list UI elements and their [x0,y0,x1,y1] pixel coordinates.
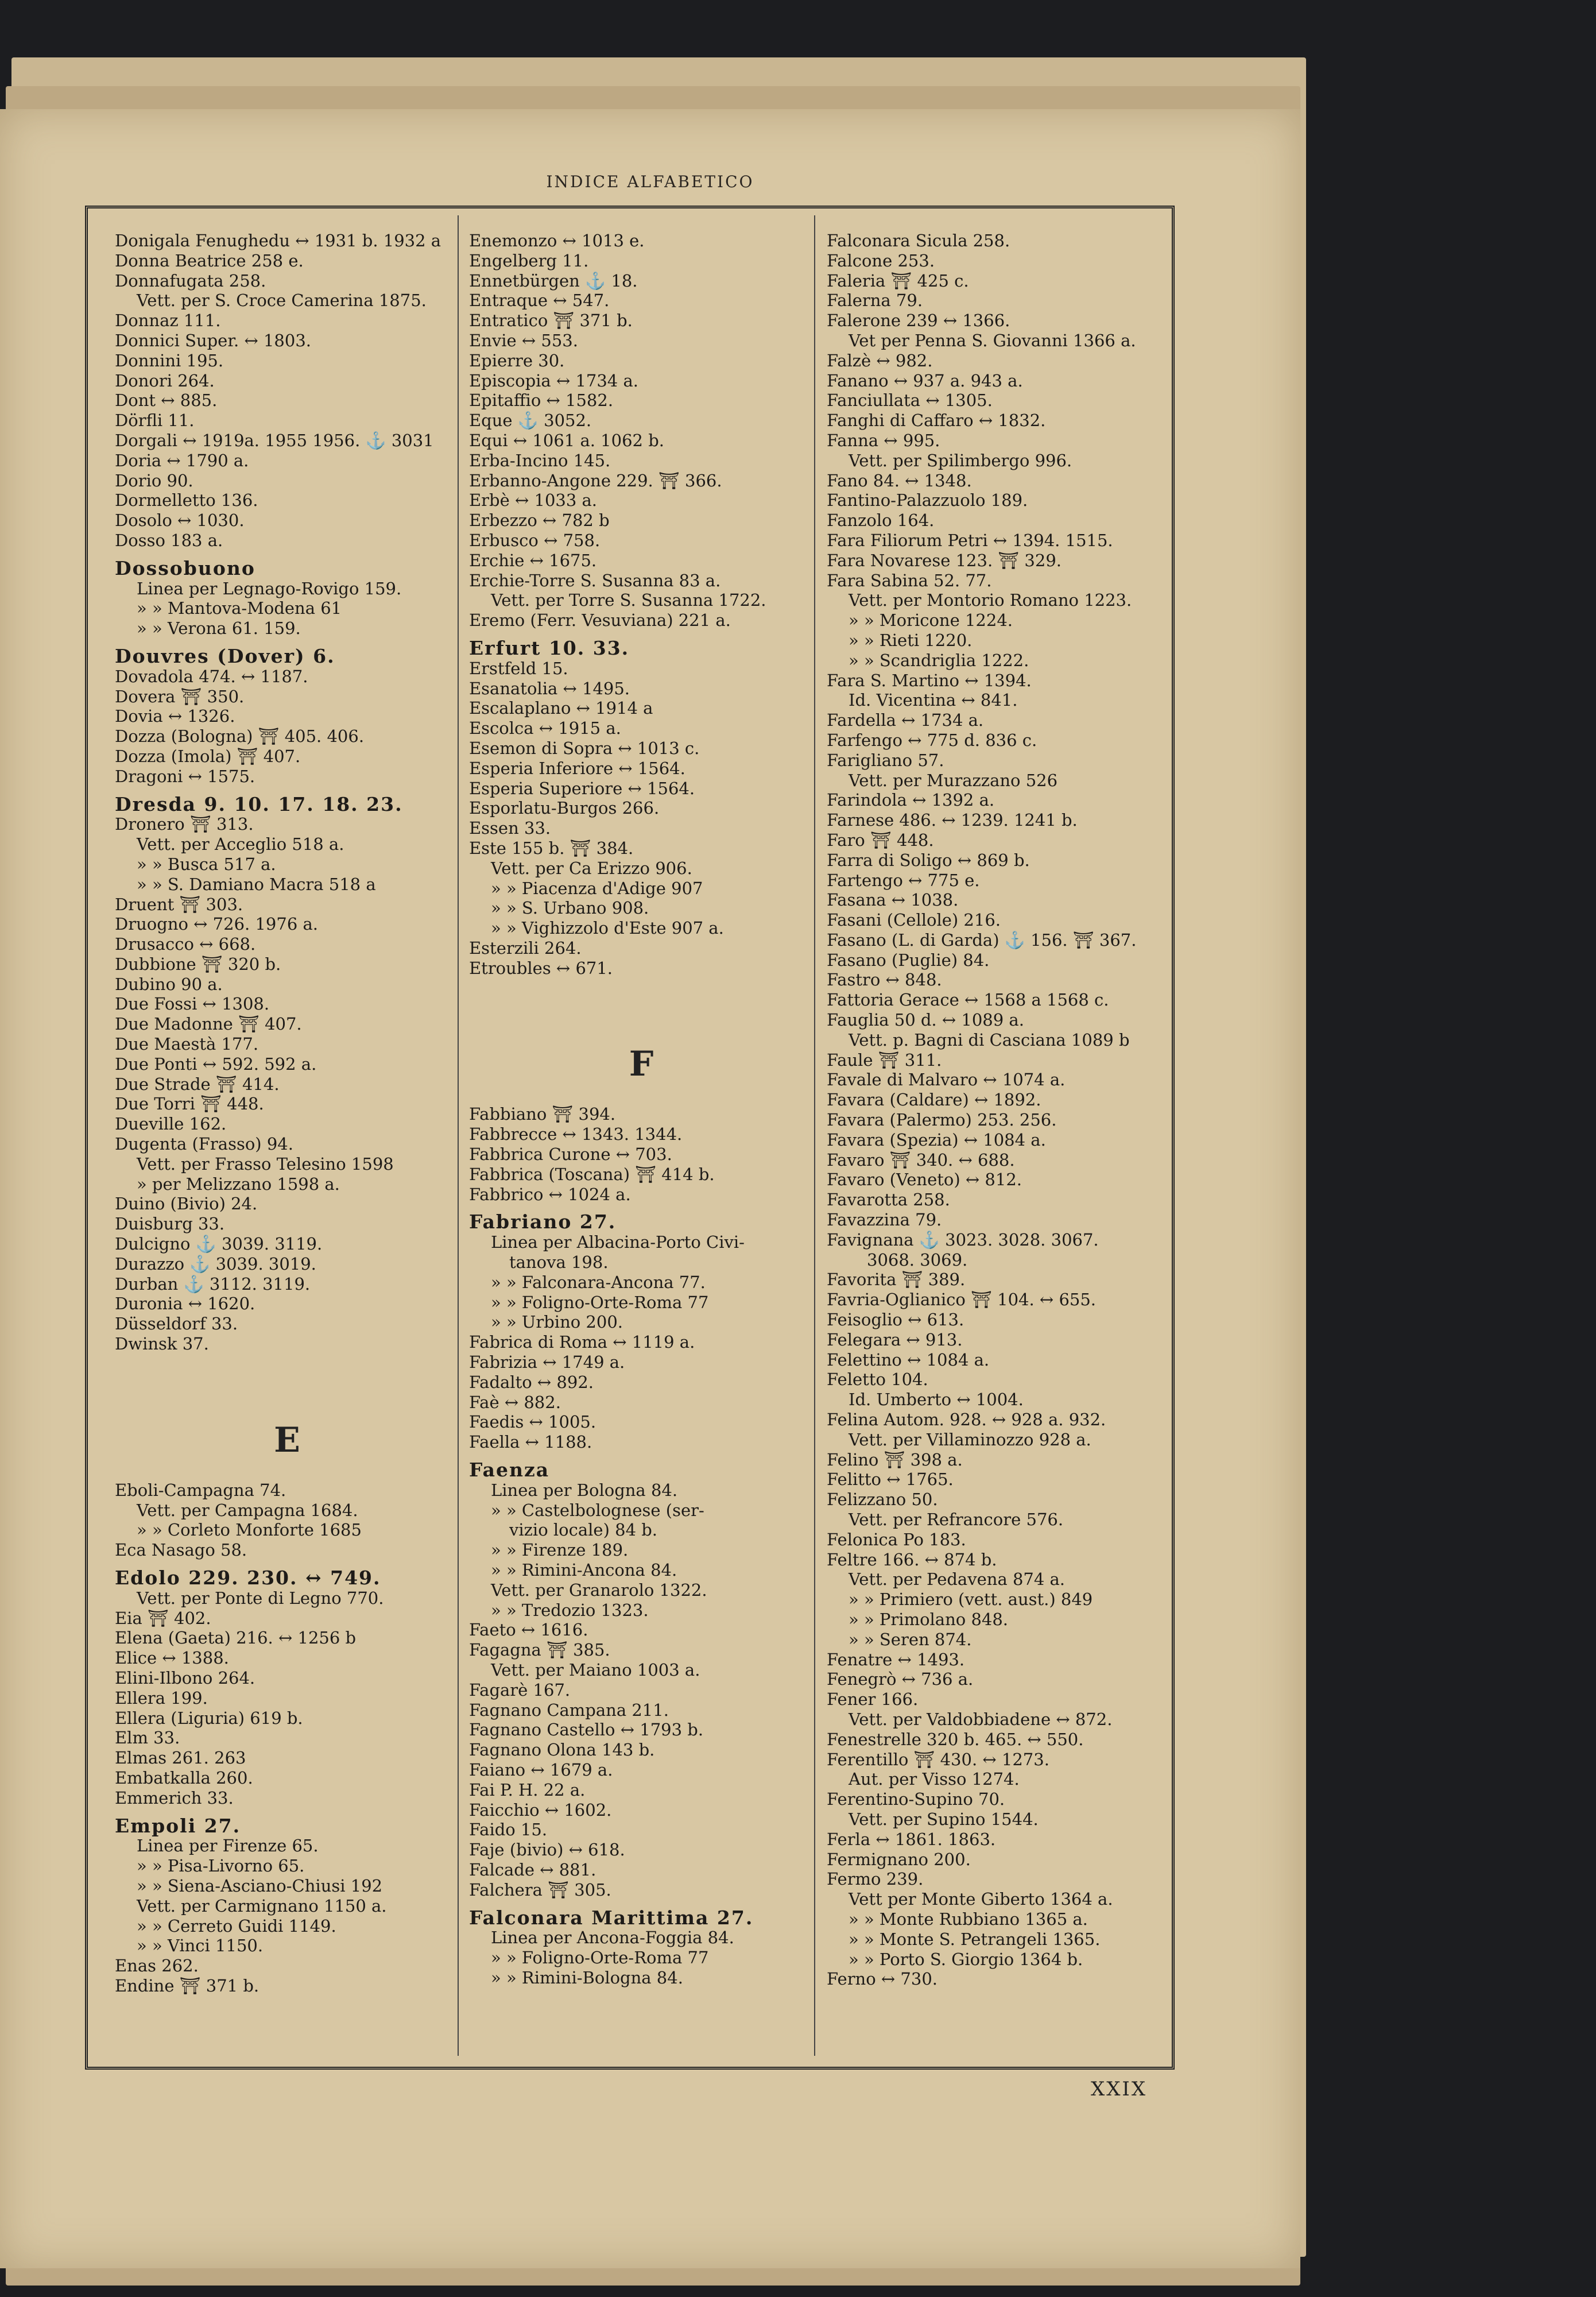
index-entry: Dormelletto 136. [115,490,258,511]
index-entry: Ellera 199. [115,1688,208,1708]
index-entry: Due Torri ⛩ 448. [115,1094,264,1114]
index-entry: Falchera ⛩ 305. [469,1880,611,1900]
index-entry: Ennetbürgen ⚓ 18. [469,270,638,291]
index-entry: Etroubles ↔ 671. [469,958,613,978]
index-entry: Favara (Caldare) ↔ 1892. [827,1090,1041,1110]
index-entry: Embatkalla 260. [115,1768,253,1788]
index-entry: Fener 166. [827,1689,919,1710]
index-entry: Elm 33. [115,1728,180,1748]
index-entry: » » Busca 517 a. [137,854,276,874]
index-entry: Favazzina 79. [827,1210,942,1230]
index-entry: Faule ⛩ 311. [827,1050,942,1070]
index-entry: Vett. per Granarolo 1322. [491,1580,707,1600]
index-entry: Faje (bivio) ↔ 618. [469,1840,625,1860]
index-entry: Fabbrica Curone ↔ 703. [469,1144,672,1165]
index-entry: Donnici Super. ↔ 1803. [115,330,311,350]
index-entry: Duino (Bivio) 24. [115,1194,258,1214]
index-entry: Due Strade ⛩ 414. [115,1074,280,1094]
index-entry: Ferla ↔ 1861. 1863. [827,1829,996,1849]
index-entry: Dont ↔ 885. [115,390,218,411]
index-entry: Id. Vicentina ↔ 841. [849,690,1018,710]
index-entry: Drusacco ↔ 668. [115,934,256,954]
index-entry: Vet per Penna S. Giovanni 1366 a. [849,330,1136,350]
index-entry: Vett. per Valdobbiadene ↔ 872. [849,1709,1113,1729]
index-entry: Dozza (Bologna) ⛩ 405. 406. [115,726,365,747]
index-entry: Faedis ↔ 1005. [469,1412,596,1432]
index-entry: » » Tredozio 1323. [491,1600,649,1620]
index-entry: Dueville 162. [115,1114,227,1134]
index-entry: Fagnano Castello ↔ 1793 b. [469,1720,704,1740]
section-letter: E [274,1420,300,1460]
index-entry: Farra di Soligo ↔ 869 b. [827,850,1030,870]
index-entry: Favarotta 258. [827,1190,950,1210]
index-entry: Fenegrò ↔ 736 a. [827,1669,974,1689]
index-entry: Dosso 183 a. [115,530,223,550]
index-entry: Donna Beatrice 258 e. [115,250,304,270]
index-entry: Emmerich 33. [115,1788,234,1808]
index-entry: » » Firenze 189. [491,1540,629,1560]
index-entry: Elmas 261. 263 [115,1748,246,1768]
index-entry: Vett. per Spilimbergo 996. [849,450,1072,470]
index-entry: Favignana ⚓ 3023. 3028. 3067. [827,1229,1099,1250]
index-entry: Escalaplano ↔ 1914 a [469,698,653,718]
index-entry: Entratico ⛩ 371 b. [469,311,633,331]
index-entry: Dubino 90 a. [115,974,223,994]
index-entry: Douvres (Dover) 6. [115,644,335,667]
index-entry: Elini-Ilbono 264. [115,1668,255,1688]
index-entry: » » Falconara-Ancona 77. [491,1272,706,1292]
index-entry: Erbezzo ↔ 782 b [469,511,610,531]
index-entry: Fabbrecce ↔ 1343. 1344. [469,1124,683,1144]
index-entry: Dragoni ↔ 1575. [115,766,255,786]
index-entry: Feletto 104. [827,1370,928,1390]
index-entry: Farfengo ↔ 775 d. 836 c. [827,730,1037,750]
index-entry: Felonica Po 183. [827,1529,966,1549]
index-entry: Fabbrica (Toscana) ⛩ 414 b. [469,1164,715,1184]
index-entry: » » Rimini-Ancona 84. [491,1560,677,1580]
index-entry: Felina Autom. 928. ↔ 928 a. 932. [827,1410,1106,1430]
index-entry: Vett. per Frasso Telesino 1598 [137,1154,394,1174]
index-entry: » » Siena-Asciano-Chiusi 192 [137,1876,383,1896]
index-entry: Fagarè 167. [469,1680,571,1700]
index-entry: » » Rimini-Bologna 84. [491,1967,683,1987]
index-entry: Fara Sabina 52. 77. [827,570,992,590]
index-entry: Donori 264. [115,370,215,390]
index-entry: Falzè ↔ 982. [827,350,933,370]
index-entry: Erbusco ↔ 758. [469,530,601,550]
index-entry: Fabrica di Roma ↔ 1119 a. [469,1332,695,1352]
index-entry: Duisburg 33. [115,1214,225,1234]
index-entry: Erfurt 10. 33. [469,636,630,659]
index-entry: Fenatre ↔ 1493. [827,1649,965,1669]
index-entry: » » Piacenza d'Adige 907 [491,878,703,898]
index-entry: Erchie ↔ 1675. [469,550,597,570]
running-header: INDICE ALFABETICO [546,172,754,191]
index-entry: Esemon di Sopra ↔ 1013 c. [469,738,700,758]
index-entry: Vett. per Acceglio 518 a. [137,834,344,854]
index-entry: Endine ⛩ 371 b. [115,1975,259,1996]
index-entry: » » Primolano 848. [849,1609,1009,1629]
index-column-1 [115,231,459,2057]
index-entry: Linea per Ancona-Foggia 84. [491,1928,734,1948]
index-entry: Favara (Palermo) 253. 256. [827,1110,1057,1130]
index-entry: » » Cerreto Guidi 1149. [137,1916,336,1936]
index-column-3 [827,231,1171,2057]
index-entry: » per Melizzano 1598 a. [137,1174,340,1194]
index-entry: Felettino ↔ 1084 a. [827,1349,990,1370]
index-entry: Linea per Albacina-Porto Civi- [491,1232,745,1252]
index-entry: Fasano (L. di Garda) ⚓ 156. ⛩ 367. [827,930,1137,950]
index-entry: Vett. per Campagna 1684. [137,1500,358,1520]
index-entry: Fabriano 27. [469,1211,617,1233]
index-entry: Aut. per Visso 1274. [849,1769,1020,1789]
section-letter: F [629,1044,654,1085]
index-entry: Fanciullata ↔ 1305. [827,390,993,411]
index-entry: Fasano (Puglie) 84. [827,950,990,970]
index-entry: Vett. per Supino 1544. [849,1809,1039,1829]
index-entry: Duronia ↔ 1620. [115,1294,255,1314]
index-entry: Edolo 229. 230. ↔ 749. [115,1567,381,1590]
index-entry: Epierre 30. [469,350,565,370]
index-entry: » » Castelbolognese (ser- [491,1500,704,1520]
index-entry: Vett. per S. Croce Camerina 1875. [137,291,427,311]
index-entry: » » Monte S. Petrangeli 1365. [849,1929,1101,1949]
index-entry: Equi ↔ 1061 a. 1062 b. [469,430,664,450]
index-entry: » » S. Damiano Macra 518 a [137,874,376,894]
index-entry: Fara S. Martino ↔ 1394. [827,670,1032,690]
index-entry: » » Scandriglia 1222. [849,650,1029,670]
index-entry: Eque ⚓ 3052. [469,411,592,431]
index-entry: Dossobuono [115,556,255,579]
index-entry: Dovia ↔ 1326. [115,706,235,726]
index-entry: Farigliano 57. [827,750,944,770]
index-entry: Erbè ↔ 1033 a. [469,490,598,511]
index-entry: Vett. per Carmignano 1150 a. [137,1896,387,1916]
index-entry: Faella ↔ 1188. [469,1432,592,1452]
index-entry: Enemonzo ↔ 1013 e. [469,231,645,250]
index-entry: Düsseldorf 33. [115,1314,238,1334]
index-entry: » » Pisa-Livorno 65. [137,1856,305,1876]
index-entry: » » Primiero (vett. aust.) 849 [849,1590,1093,1610]
index-entry: Due Madonne ⛩ 407. [115,1014,302,1034]
index-entry: Faenza [469,1459,550,1482]
index-entry: Linea per Firenze 65. [137,1836,319,1856]
index-entry: Vett. p. Bagni di Casciana 1089 b [849,1030,1130,1050]
index-entry: Dovadola 474. ↔ 1187. [115,666,308,686]
index-entry: Favara (Spezia) ↔ 1084 a. [827,1130,1046,1150]
index-entry: Doria ↔ 1790 a. [115,450,249,470]
index-entry: Fara Filiorum Petri ↔ 1394. 1515. [827,530,1113,550]
index-entry: Falcade ↔ 881. [469,1859,596,1880]
index-entry: Donigala Fenughedu ↔ 1931 b. 1932 a [115,231,441,250]
index-entry: Durazzo ⚓ 3039. 3019. [115,1254,316,1274]
index-entry: Felegara ↔ 913. [827,1329,963,1349]
index-entry: Due Fossi ↔ 1308. [115,994,270,1014]
index-entry: Erba-Incino 145. [469,450,611,470]
index-entry: Falerone 239 ↔ 1366. [827,311,1010,331]
index-entry: Donnaz 111. [115,311,221,331]
index-entry: Vett. per Montorio Romano 1223. [849,590,1132,610]
index-entry: Feltre 166. ↔ 874 b. [827,1549,997,1569]
index-entry: » » Verona 61. 159. [137,618,301,639]
index-entry: Fardella ↔ 1734 a. [827,710,984,730]
index-entry: » » Vinci 1150. [137,1936,264,1956]
index-entry: Dorio 90. [115,470,193,490]
index-entry: » » Corleto Monforte 1685 [137,1520,362,1540]
index-entry: Dronero ⛩ 313. [115,814,254,834]
index-entry: Essen 33. [469,818,551,838]
index-entry: Faicchio ↔ 1602. [469,1800,612,1820]
index-entry: Entraque ↔ 547. [469,291,610,311]
index-entry: Linea per Legnago-Rovigo 159. [137,578,402,598]
index-entry: Durban ⚓ 3112. 3119. [115,1274,311,1294]
index-entry: Due Maestà 177. [115,1034,259,1054]
index-entry: Fai P. H. 22 a. [469,1780,586,1800]
index-entry: Vett. per Ponte di Legno 770. [137,1588,384,1608]
index-entry: Druent ⛩ 303. [115,894,243,914]
index-entry: Fabbrico ↔ 1024 a. [469,1184,631,1204]
index-entry: Vett. per Refrancore 576. [849,1510,1064,1529]
index-entry: Esanatolia ↔ 1495. [469,678,630,698]
index-entry: Felitto ↔ 1765. [827,1470,954,1490]
index-entry: Falconara Sicula 258. [827,231,1010,250]
index-entry: Fanghi di Caffaro ↔ 1832. [827,411,1046,431]
index-entry: Fermignano 200. [827,1849,971,1869]
index-entry: Linea per Bologna 84. [491,1480,678,1500]
index-entry: Druogno ↔ 726. 1976 a. [115,914,319,934]
index-entry: Faè ↔ 882. [469,1392,561,1412]
index-entry: Vett. per Torre S. Susanna 1722. [491,590,766,610]
index-entry: » » S. Urbano 908. [491,898,649,918]
index-entry: Feisoglio ↔ 613. [827,1310,964,1330]
index-entry: Erchie-Torre S. Susanna 83 a. [469,570,721,590]
index-entry: Donnafugata 258. [115,270,266,291]
index-entry: Fabbiano ⛩ 394. [469,1104,616,1124]
index-entry: Ferno ↔ 730. [827,1969,938,1989]
index-entry: 3068. 3069. [867,1250,968,1270]
index-entry: Farnese 486. ↔ 1239. 1241 b. [827,810,1078,830]
index-entry: Fastro ↔ 848. [827,970,942,990]
index-entry: » » Vighizzolo d'Este 907 a. [491,918,724,938]
index-entry: vizio locale) 84 b. [509,1520,658,1540]
index-entry: Due Ponti ↔ 592. 592 a. [115,1054,317,1074]
index-entry: Vett per Monte Giberto 1364 a. [849,1889,1113,1909]
index-entry: Favaro ⛩ 340. ↔ 688. [827,1150,1015,1170]
index-entry: Favria-Oglianico ⛩ 104. ↔ 655. [827,1290,1097,1310]
index-entry: » » Seren 874. [849,1629,972,1649]
index-entry: tanova 198. [509,1252,609,1273]
index-entry: » » Mantova-Modena 61 [137,598,342,618]
index-entry: Fantino-Palazzuolo 189. [827,490,1028,511]
index-entry: Eboli-Campagna 74. [115,1480,286,1500]
index-entry: Fermo 239. [827,1869,924,1889]
index-entry: Esporlatu-Burgos 266. [469,798,660,818]
index-entry: Fadalto ↔ 892. [469,1372,594,1392]
index-entry: Enas 262. [115,1956,199,1976]
index-entry: Fagnano Campana 211. [469,1700,669,1720]
index-entry: Dörfli 11. [115,411,195,431]
index-entry: Faleria ⛩ 425 c. [827,270,969,291]
index-entry: Dubbione ⛩ 320 b. [115,954,281,974]
index-entry: Esterzili 264. [469,938,582,958]
index-entry: Fartengo ↔ 775 e. [827,870,980,890]
index-entry: Fanna ↔ 995. [827,430,940,450]
index-entry: Fauglia 50 d. ↔ 1089 a. [827,1010,1024,1030]
index-entry: Vett. per Murazzano 526 [849,770,1058,790]
index-entry: Dulcigno ⚓ 3039. 3119. [115,1234,323,1254]
index-entry: Faro ⛩ 448. [827,830,934,850]
index-entry: Ferentillo ⛩ 430. ↔ 1273. [827,1749,1049,1769]
index-entry: Fara Novarese 123. ⛩ 329. [827,550,1062,570]
index-entry: » » Foligno-Orte-Roma 77 [491,1948,709,1968]
index-entry: Ellera (Liguria) 619 b. [115,1708,303,1728]
index-entry: Ferentino-Supino 70. [827,1789,1005,1809]
index-entry: Este 155 b. ⛩ 384. [469,838,634,858]
index-entry: Fagagna ⛩ 385. [469,1640,610,1660]
column-rule-2 [814,215,815,2056]
index-entry: Dwinsk 37. [115,1334,209,1354]
index-entry: Dozza (Imola) ⛩ 407. [115,746,301,766]
index-entry: Empoli 27. [115,1814,241,1837]
index-entry: Falcone 253. [827,250,935,270]
index-entry: Dorgali ↔ 1919a. 1955 1956. ⚓ 3031 [115,430,434,450]
index-entry: Faido 15. [469,1820,548,1840]
index-entry: Faeto ↔ 1616. [469,1620,588,1640]
index-entry: Erstfeld 15. [469,658,568,678]
index-entry: Fenestrelle 320 b. 465. ↔ 550. [827,1729,1084,1749]
index-entry: Donnini 195. [115,350,224,370]
index-entry: Erbanno-Angone 229. ⛩ 366. [469,470,722,490]
index-entry: Fano 84. ↔ 1348. [827,470,972,490]
index-entry: Esperia Superiore ↔ 1564. [469,778,695,798]
index-entry: Id. Umberto ↔ 1004. [849,1390,1024,1410]
index-entry: Vett. per Maiano 1003 a. [491,1660,700,1680]
index-entry: » » Urbino 200. [491,1312,623,1332]
index-entry: Esperia Inferiore ↔ 1564. [469,758,685,778]
index-entry: Falerna 79. [827,291,923,311]
index-entry: » » Monte Rubbiano 1365 a. [849,1909,1088,1929]
index-entry: Fasani (Cellole) 216. [827,910,1001,930]
index-entry: Eremo (Ferr. Vesuviana) 221 a. [469,610,731,631]
index-entry: Epitaffio ↔ 1582. [469,390,614,411]
index-entry: Fabrizia ↔ 1749 a. [469,1352,625,1372]
index-entry: Episcopia ↔ 1734 a. [469,370,638,390]
index-entry: Dresda 9. 10. 17. 18. 23. [115,792,403,815]
index-entry: Fasana ↔ 1038. [827,890,959,910]
index-entry: Dovera ⛩ 350. [115,686,245,706]
index-entry: Favale di Malvaro ↔ 1074 a. [827,1070,1066,1090]
index-entry: Falconara Marittima 27. [469,1906,754,1929]
index-entry: Favorita ⛩ 389. [827,1270,966,1290]
index-entry: Elena (Gaeta) 216. ↔ 1256 b [115,1628,357,1648]
index-entry: Vett. per Ca Erizzo 906. [491,858,692,878]
index-entry: Felino ⛩ 398 a. [827,1449,963,1470]
page-number: XXIX [1091,2078,1148,2101]
index-entry: Farindola ↔ 1392 a. [827,790,995,810]
index-entry: Fanzolo 164. [827,511,935,531]
index-entry: » » Porto S. Giorgio 1364 b. [849,1949,1083,1969]
index-entry: Felizzano 50. [827,1490,938,1510]
index-entry: Fattoria Gerace ↔ 1568 a 1568 c. [827,990,1109,1010]
index-entry: Fagnano Olona 143 b. [469,1740,655,1760]
index-entry: Dosolo ↔ 1030. [115,511,245,531]
index-entry: » » Rieti 1220. [849,630,973,650]
index-entry: Eia ⛩ 402. [115,1608,211,1628]
index-entry: Fanano ↔ 937 a. 943 a. [827,370,1023,390]
index-entry: Eca Nasago 58. [115,1540,247,1560]
index-entry: Dugenta (Frasso) 94. [115,1134,293,1154]
index-entry: Escolca ↔ 1915 a. [469,718,621,738]
index-entry: Vett. per Villaminozzo 928 a. [849,1429,1091,1449]
index-entry: Engelberg 11. [469,250,589,270]
index-entry: Faiano ↔ 1679 a. [469,1760,613,1780]
index-entry: » » Moricone 1224. [849,610,1013,631]
index-entry: Favaro (Veneto) ↔ 812. [827,1170,1022,1190]
index-entry: Vett. per Pedavena 874 a. [849,1569,1066,1590]
index-entry: » » Foligno-Orte-Roma 77 [491,1292,709,1312]
index-entry: Elice ↔ 1388. [115,1648,229,1668]
index-entry: Envie ↔ 553. [469,330,578,350]
index-column-2 [469,231,814,2057]
